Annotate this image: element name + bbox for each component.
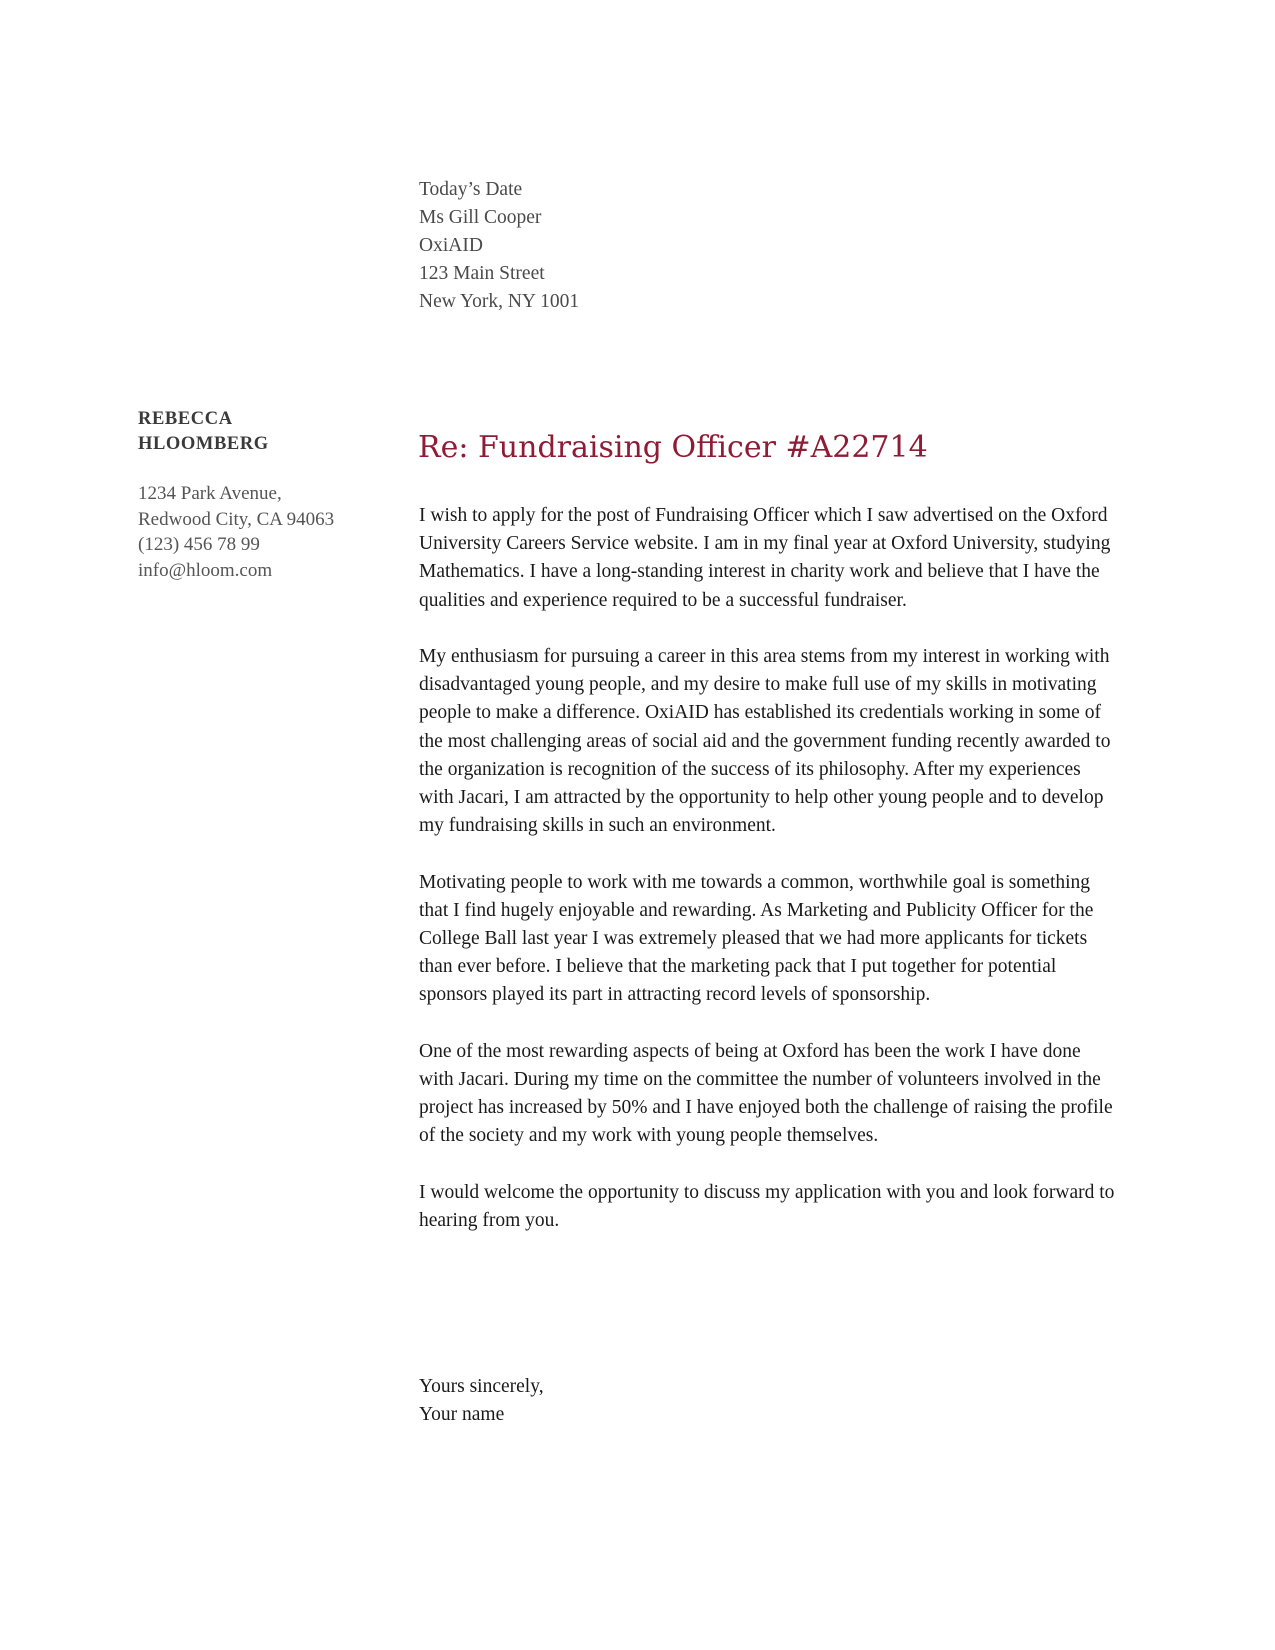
sender-phone: (123) 456 78 99 (138, 534, 260, 555)
body-paragraph: My enthusiasm for pursuing a career in this area stems from my interest in working with disadvantaged young people, and my desire to make full use of my skills in motivating people to make a difference. OxiAID has established its credentials working in some of the most challenging areas of social aid and the government funding recently awarded to the organization is recognition of the success of its philosophy. After my experiences with Jacari, I am attracted by the opportunity to help other young people and to develop my fundraising skills in such an environment. (419, 646, 1111, 837)
recipient-block (419, 176, 579, 316)
recipient-street: 123 Main Street (419, 263, 545, 284)
sender-last-name: HLOOMBERG (138, 434, 269, 454)
letter-date: Today’s Date (419, 179, 523, 200)
body-paragraph: I wish to apply for the post of Fundraising Officer which I saw advertised on the Oxford University Careers Service website. I am in my final year at Oxford University, studying Mathematics. I have a long-standing interest in charity work and believe that I have the qualities and experience required to be a successful fundraiser. (419, 505, 1111, 611)
signature-name: Your name (419, 1404, 505, 1426)
recipient-name: Ms Gill Cooper (419, 207, 542, 228)
closing-salutation: Yours sincerely, (419, 1376, 544, 1397)
sender-name (138, 407, 378, 457)
recipient-company: OxiAID (419, 235, 483, 256)
sender-first-name: REBECCA (138, 409, 233, 429)
sender-email: info@hloom.com (138, 559, 273, 581)
body-paragraph: I would welcome the opportunity to discuss my application with you and look forward to hearing from you. (419, 1181, 1115, 1232)
sender-block (138, 407, 378, 583)
body-paragraph: Motivating people to work with me towards a common, worthwhile goal is something that I find hugely enjoyable and rewarding. As Marketing and Publicity Officer for the College Ball last year I was extremely pleased that we had more applicants for tickets than ever before. I believe that the marketing pack that I put together for potential sponsors played its part in attracting record levels of sponsorship. (419, 871, 1094, 1006)
letter-body (419, 502, 1119, 1263)
sender-address-line1: 1234 Park Avenue, (138, 483, 282, 504)
sender-contact (138, 481, 378, 583)
sender-address-line2: Redwood City, CA 94063 (138, 508, 335, 530)
subject-heading: Re: Fundraising Officer #A22714 (418, 430, 928, 465)
body-paragraph: One of the most rewarding aspects of being at Oxford has been the work I have done with Jacari. During my time on the committee the number of volunteers involved in the project has increased by 50% and I have enjoyed both the challenge of raising the profile of the society and my work with young people themselves. (419, 1040, 1113, 1147)
recipient-city: New York, NY 1001 (419, 291, 580, 312)
closing-block (419, 1373, 544, 1429)
